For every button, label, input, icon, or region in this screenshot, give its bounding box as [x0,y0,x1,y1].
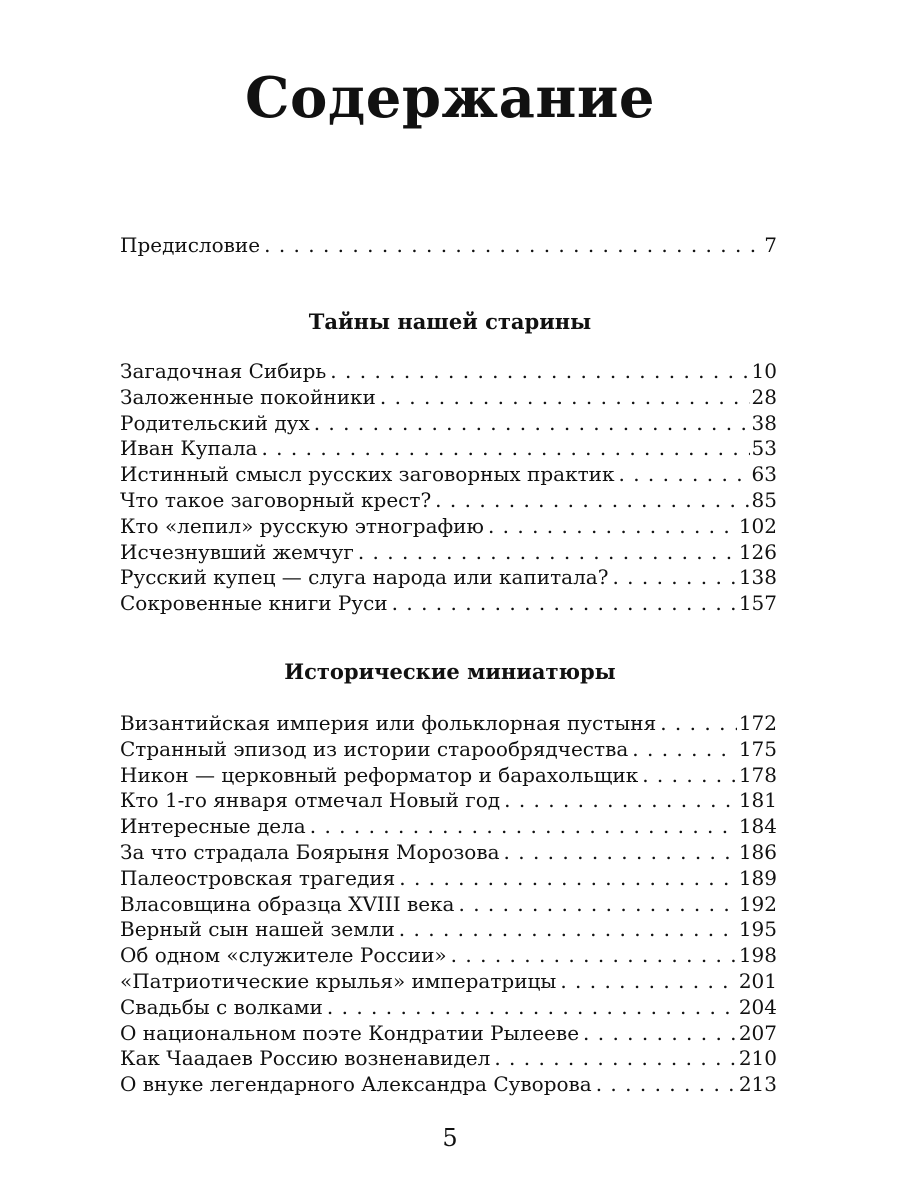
toc-entry [120,840,777,866]
toc-section-2 [120,711,777,1098]
toc-entry-label: Русский купец — слуга народа или капитала? [120,565,609,590]
dot-leader [504,788,737,814]
toc-entry-page: 28 [751,384,777,409]
dot-leader [330,359,749,385]
toc-entry-page: 184 [738,814,777,839]
dot-leader [327,995,737,1021]
dot-leader [458,892,736,918]
toc-entry [120,233,777,259]
toc-entry-label: Родительский дух [120,410,310,435]
dot-leader [399,866,737,892]
toc-entry [120,943,777,969]
toc-entry-label: Странный эпизод из истории старообрядчества [120,736,629,761]
toc-entry [120,866,777,892]
toc-entry [120,462,777,488]
toc-entry-page: 10 [751,359,777,383]
toc-entry-page: 126 [738,539,777,564]
toc-entry [120,359,777,385]
toc-entry [120,892,777,918]
dot-leader [380,385,750,411]
toc-entry-page: 195 [738,917,777,942]
toc-entry-page: 189 [738,865,777,890]
toc-entry [120,814,777,840]
toc-entry-page: 210 [738,1046,777,1071]
dot-leader [596,1072,737,1098]
toc-entry-label: Палеостровская трагедия [120,865,396,890]
dot-leader [261,436,749,462]
dot-leader [264,233,762,259]
toc-entry-label: Загадочная Сибирь [120,359,327,383]
dot-leader [504,840,737,866]
toc-entry-page: 53 [751,436,777,461]
toc-entry-label: Никон — церковный реформатор и барахольщик [120,762,639,787]
toc-entry-page: 213 [738,1072,777,1097]
section-heading: Тайны нашей старины [308,309,592,334]
toc-entry-label: Интересные дела [120,814,306,839]
toc-entry [120,488,777,514]
dot-leader [314,411,750,437]
toc-entry [120,1046,777,1072]
toc-entry-label: Верный сын нашей земли [120,917,395,942]
toc-entry-page: 138 [738,565,777,590]
page-title: Содержание [244,65,655,131]
toc-entry-page: 172 [738,711,777,735]
dot-leader [435,488,749,514]
toc-entry-page: 102 [738,513,777,538]
section-heading: Исторические миниатюры [284,659,616,684]
toc-entry [120,788,777,814]
toc-entry-page: 7 [764,233,777,257]
dot-leader [494,1046,736,1072]
toc-entry-label: Истинный смысл русских заговорных практик [120,462,615,487]
toc-preface [120,233,777,259]
toc-entry-page: 192 [738,891,777,916]
toc-entry-page: 175 [738,736,777,761]
toc-entry-label: О внуке легендарного Александра Суворова [120,1072,592,1097]
dot-leader [310,814,737,840]
toc-entry-page: 85 [751,487,777,512]
toc-entry-page: 63 [751,462,777,487]
toc-entry [120,763,777,789]
toc-entry [120,385,777,411]
toc-entry [120,1072,777,1098]
dot-leader [660,711,737,737]
toc-entry [120,737,777,763]
toc-entry-page: 198 [738,943,777,968]
page-number: 5 [442,1124,458,1152]
toc-entry-label: Кто «лепил» русскую этнографию [120,513,484,538]
dot-leader [451,943,737,969]
toc-entry-page: 38 [751,410,777,435]
toc-entry [120,711,777,737]
toc-entry-page: 201 [738,968,777,993]
toc-entry-page: 178 [738,762,777,787]
toc-entry-label: Как Чаадаев Россию возненавидел [120,1046,491,1071]
dot-leader [618,462,749,488]
toc-entry-label: Власовщина образца XVIII века [120,891,455,916]
toc-entry-label: Что такое заговорный крест? [120,487,432,512]
dot-leader [358,540,737,566]
toc-entry-label: Византийская империя или фольклорная пустыня [120,711,657,735]
toc-entry-page: 181 [738,788,777,813]
dot-leader [399,917,737,943]
toc-entry [120,995,777,1021]
toc-entry [120,917,777,943]
toc-entry [120,1021,777,1047]
dot-leader [642,763,737,789]
toc-entry-label: Сокровенные книги Руси [120,591,388,616]
toc-entry-page: 186 [738,839,777,864]
toc-section-1 [120,359,777,617]
toc-entry-label: Иван Купала [120,436,258,461]
toc-entry-label: Кто 1-го января отмечал Новый год [120,788,501,813]
toc-entry-label: За что страдала Боярыня Морозова [120,839,500,864]
toc-entry [120,540,777,566]
toc-entry-page: 207 [738,1020,777,1045]
dot-leader [392,591,737,617]
toc-entry-label: О национальном поэте Кондратии Рылееве [120,1020,580,1045]
dot-leader [632,737,737,763]
toc-entry [120,969,777,995]
toc-entry-label: «Патриотические крылья» императрицы [120,968,557,993]
toc-entry-label: Свадьбы с волками [120,994,323,1019]
toc-entry [120,411,777,437]
toc-entry-page: 204 [738,994,777,1019]
toc-entry-page: 157 [738,591,777,616]
toc-entry-label: Предисловие [120,233,261,257]
dot-leader [488,514,737,540]
toc-entry [120,514,777,540]
toc-entry [120,591,777,617]
dot-leader [583,1021,737,1047]
toc-entry-label: Об одном «служителе России» [120,943,447,968]
toc-entry-label: Исчезнувший жемчуг [120,539,354,564]
dot-leader [612,565,736,591]
dot-leader [560,969,737,995]
toc-entry-label: Заложенные покойники [120,384,376,409]
toc-entry [120,436,777,462]
toc-entry [120,565,777,591]
